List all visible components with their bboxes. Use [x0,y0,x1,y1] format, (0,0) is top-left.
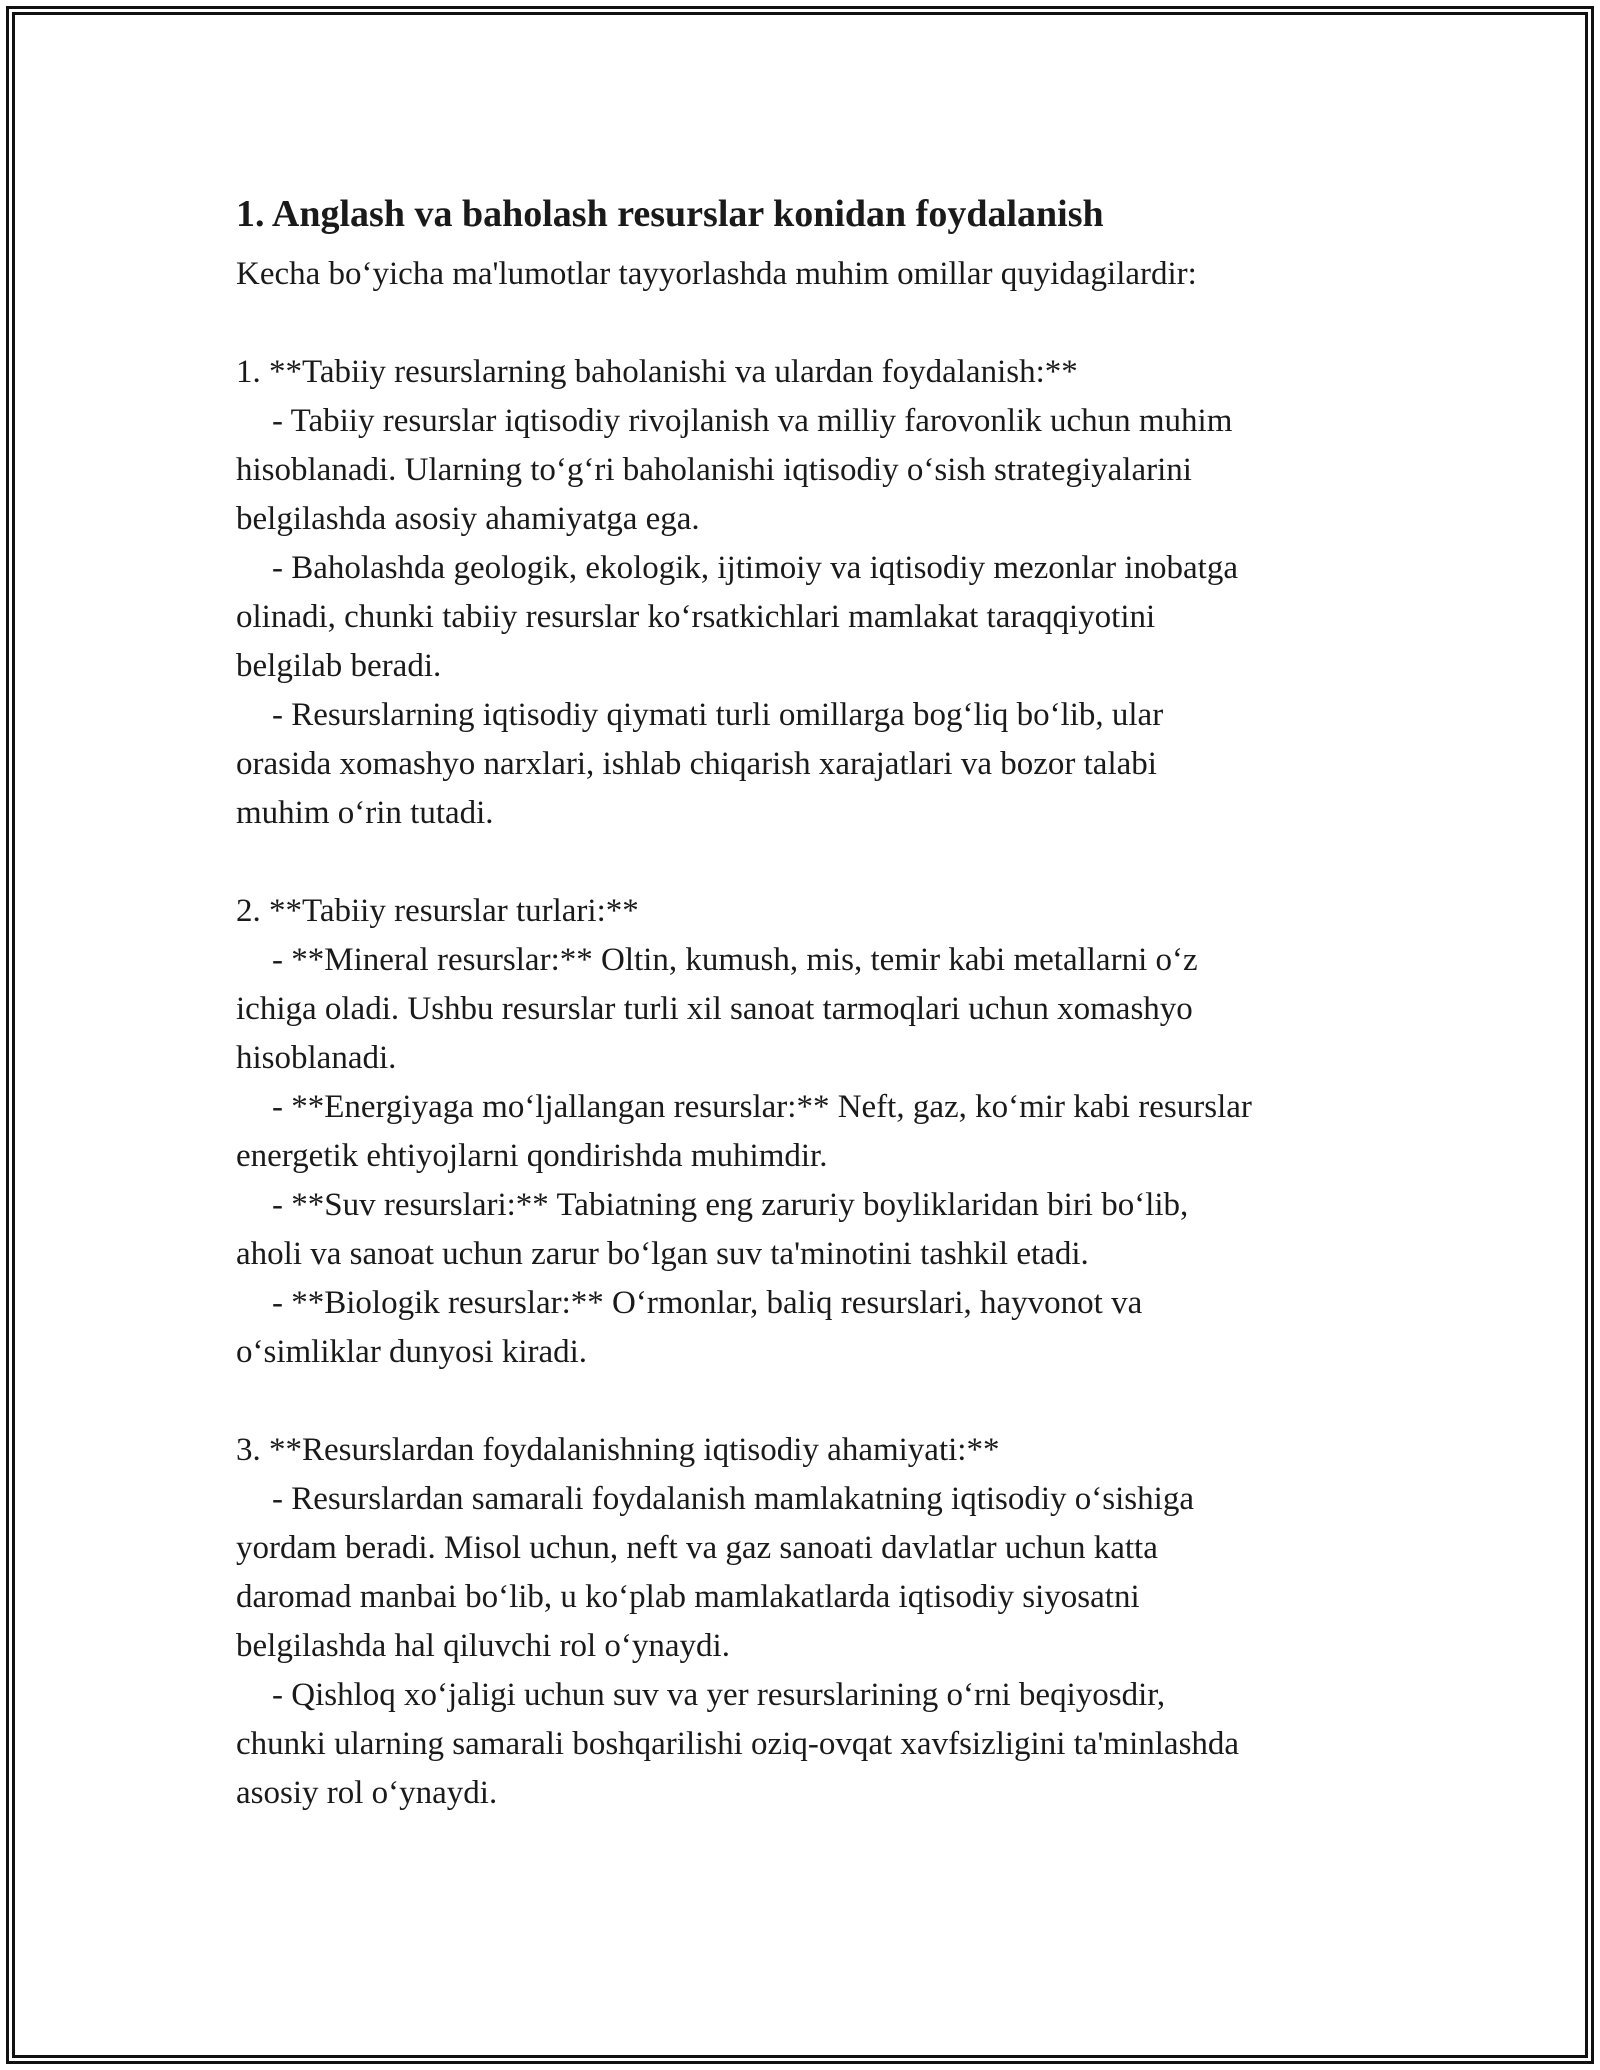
section-heading: 2. **Tabiiy resurslar turlari:** [236,893,639,929]
text-line: hisoblanadi. [236,1040,397,1076]
text-line: ichiga oladi. Ushbu resurslar turli xil sanoat tarmoqlari uchun xomashyo [236,991,1193,1027]
section-2 [236,887,1386,1377]
text-line: o‘simliklar dunyosi kiradi. [236,1334,588,1370]
bullet-line: - Tabiiy resurslar iqtisodiy rivojlanish va milliy farovonlik uchun muhim [272,403,1233,439]
section-heading: 3. **Resurslardan foydalanishning iqtisodiy ahamiyati:** [236,1432,1000,1468]
bullet-line: - **Mineral resurslar:** Oltin, kumush, mis, temir kabi metallarni o‘z [272,942,1198,978]
section-heading: 1. **Tabiiy resurslarning baholanishi va ulardan foydalanish:** [236,354,1078,390]
bullet-line: - Resurslarning iqtisodiy qiymati turli omillarga bog‘liq bo‘lib, ular [272,697,1164,733]
text-line: hisoblanadi. Ularning to‘g‘ri baholanishi iqtisodiy o‘sish strategiyalarini [236,452,1192,488]
bullet-line: - **Biologik resurslar:** O‘rmonlar, baliq resurslari, hayvonot va [272,1285,1143,1321]
document-intro: Kecha bo‘yicha ma'lumotlar tayyorlashda muhim omillar quyidagilardir: [236,256,1197,292]
text-line: olinadi, chunki tabiiy resurslar ko‘rsatkichlari mamlakat taraqqiyotini [236,599,1156,635]
text-line: belgilashda asosiy ahamiyatga ega. [236,501,700,537]
section-3 [236,1426,1386,1818]
bullet-line: - Qishloq xo‘jaligi uchun suv va yer resurslarining o‘rni beqiyosdir, [272,1677,1166,1713]
text-line: daromad manbai bo‘lib, u ko‘plab mamlakatlarda iqtisodiy siyosatni [236,1579,1140,1615]
text-line: aholi va sanoat uchun zarur bo‘lgan suv ta'minotini tashkil etadi. [236,1236,1089,1272]
section-1 [236,348,1386,838]
text-line: orasida xomashyo narxlari, ishlab chiqarish xarajatlari va bozor talabi [236,746,1157,782]
bullet-line: - Baholashda geologik, ekologik, ijtimoiy va iqtisodiy mezonlar inobatga [272,550,1238,586]
text-line: muhim o‘rin tutadi. [236,795,494,831]
text-line: belgilashda hal qiluvchi rol o‘ynaydi. [236,1628,730,1664]
bullet-line: - **Suv resurslari:** Tabiatning eng zaruriy boyliklaridan biri bo‘lib, [272,1187,1189,1223]
text-line: belgilab beradi. [236,648,442,684]
text-line: asosiy rol o‘ynaydi. [236,1775,498,1811]
bullet-line: - Resurslardan samarali foydalanish mamlakatning iqtisodiy o‘sishiga [272,1481,1194,1517]
document-title: 1. Anglash va baholash resurslar konidan foydalanish [236,193,1104,235]
bullet-line: - **Energiyaga mo‘ljallangan resurslar:** Neft, gaz, ko‘mir kabi resurslar [272,1089,1252,1125]
text-line: chunki ularning samarali boshqarilishi oziq-ovqat xavfsizligini ta'minlashda [236,1726,1240,1762]
text-line: yordam beradi. Misol uchun, neft va gaz sanoati davlatlar uchun katta [236,1530,1158,1566]
document-body [236,186,1386,1818]
text-line: energetik ehtiyojlarni qondirishda muhimdir. [236,1138,828,1174]
